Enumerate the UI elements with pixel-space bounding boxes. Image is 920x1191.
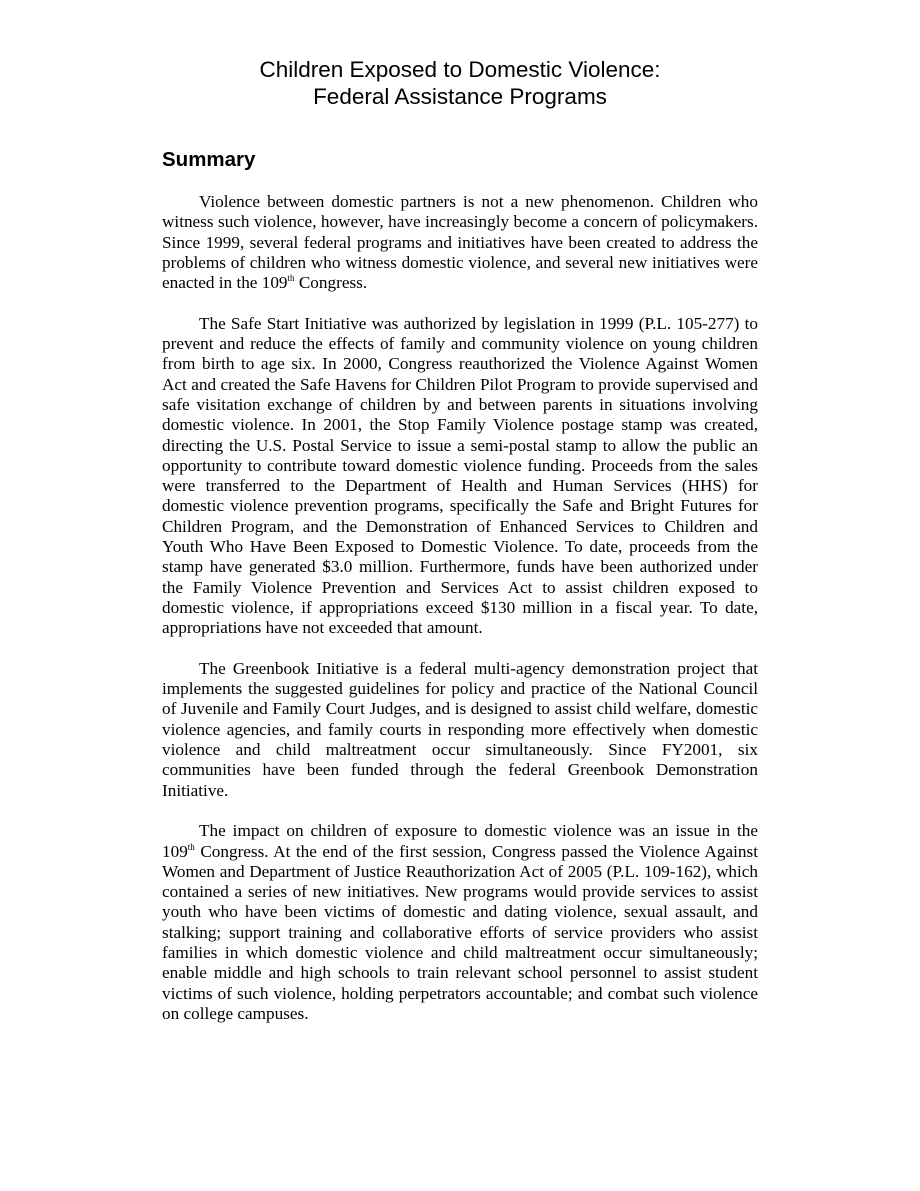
- document-title: [0, 56, 920, 110]
- paragraph-text: The Safe Start Initiative was authorized by legislation in 1999 (P.L. 105-277) to prevent and reduce the effects of family and community violence on young children from birth to age six. In 2000, Congress reauthorized the Violence Against Women Act and created the Safe Havens for Children Pilot Program to provide supervised and safe visitation exchange of children by and between parents in situations involving domestic violence. In 2001, the Stop Family Violence postage stamp was created, directing the U.S. Postal Service to issue a semi-postal stamp to allow the public an opportunity to contribute toward domestic violence funding. Proceeds from the sales were transferred to the Department of Health and Human Services (HHS) for domestic violence prevention programs, specifically the Safe and Bright Futures for Children Program, and the Demonstration of Enhanced Services to Children and Youth Who Have Been Exposed to Domestic Violence. To date, proceeds from the stamp have generated $3.0 million. Furthermore, funds have been authorized under the Family Violence Prevention and Services Act to assist children exposed to domestic violence, if appropriations exceed $130 million in a fiscal year. To date, appropriations have not exceeded that amount.: [162, 313, 758, 638]
- section-heading-summary: Summary: [162, 148, 256, 171]
- paragraph-safe-start: [162, 314, 758, 639]
- title-line-2: Federal Assistance Programs: [313, 84, 607, 109]
- paragraph-text: Congress. At the end of the first session, Congress passed the Violence Against Women and Department of Justice Reauthorization Act of 2005 (P.L. 109-162), which contained a series of new initiatives. New programs would provide services to assist youth who have been victims of domestic and dating violence, sexual assault, and stalking; support training and collaborative efforts of service providers who assist families in which domestic violence and child maltreatment occur simultaneously; enable middle and high schools to train relevant school personnel to assist student victims of such violence, holding perpetrators accountable; and combat such violence on college campuses.: [162, 841, 758, 1023]
- paragraph-text: The Greenbook Initiative is a federal multi-agency demonstration project that implements the suggested guidelines for policy and practice of the National Council of Juvenile and Family Court Judges, and is designed to assist child welfare, domestic violence agencies, and family courts in responding more effectively when domestic violence and child maltreatment occur simultaneously. Since FY2001, six communities have been funded through the federal Greenbook Demonstration Initiative.: [162, 658, 758, 800]
- summary-body: [162, 192, 758, 1044]
- paragraph-text: Violence between domestic partners is not a new phenomenon. Children who witness such violence, however, have increasingly become a concern of policymakers. Since 1999, several federal programs and initiatives have been created to address the problems of children who witness domestic violence, and several new initiatives were enacted in the 109: [162, 192, 758, 293]
- ordinal-suffix: th: [187, 841, 195, 852]
- paragraph-109th-congress: [162, 821, 758, 1024]
- title-line-1: Children Exposed to Domestic Violence:: [259, 57, 661, 82]
- paragraph-intro: [162, 192, 758, 293]
- paragraph-text: The impact on children of exposure to domestic violence was an issue in the 109: [162, 821, 758, 861]
- ordinal-suffix: th: [287, 273, 295, 284]
- paragraph-text: Congress.: [294, 273, 368, 293]
- paragraph-greenbook: [162, 659, 758, 801]
